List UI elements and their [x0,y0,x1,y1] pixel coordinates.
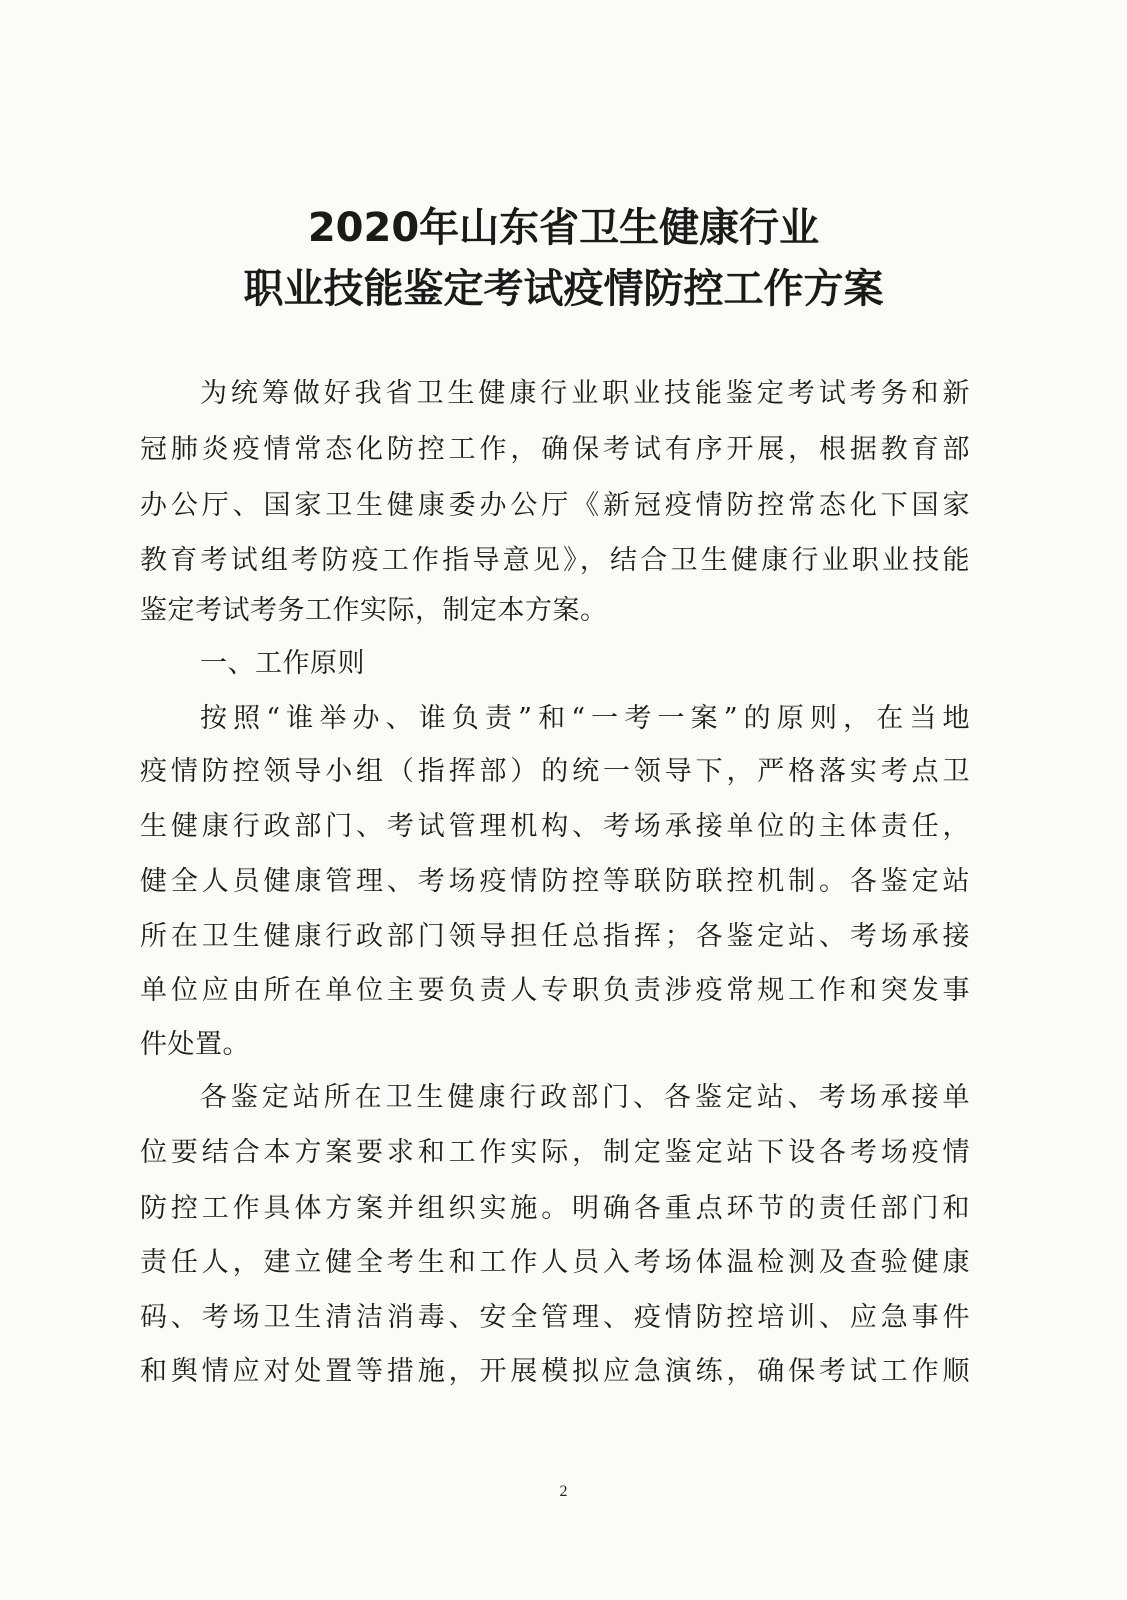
body-line: 疫情防控领导小组（指挥部）的统一领导下，严格落实考点卫 [140,756,970,787]
body-line: 位要结合本方案要求和工作实际，制定鉴定站下设各考场疫情 [140,1137,970,1168]
body-line: 冠肺炎疫情常态化防控工作，确保考试有序开展，根据教育部 [140,434,970,465]
body-line: 单位应由所在单位主要负责人专职负责涉疫常规工作和突发事 [140,975,970,1006]
body-line: 防控工作具体方案并组织实施。明确各重点环节的责任部门和 [140,1193,970,1224]
body-line: 鉴定考试考务工作实际，制定本方案。 [140,595,608,626]
body-line: 责任人，建立健全考生和工作人员入考场体温检测及查验健康 [140,1247,970,1278]
body-line: 和舆情应对处置等措施，开展模拟应急演练，确保考试工作顺 [140,1356,970,1387]
page-number: 2 [559,1483,568,1500]
body-line: 码、考场卫生清洁消毒、安全管理、疫情防控培训、应急事件 [140,1302,970,1333]
document-title-line-2: 职业技能鉴定考试疫情防控工作方案 [243,266,884,312]
body-line: 为统筹做好我省卫生健康行业职业技能鉴定考试考务和新 [200,378,970,409]
body-line: 按照“谁举办、谁负责”和“一考一案”的原则，在当地 [200,703,970,734]
body-line: 件处置。 [140,1029,250,1060]
body-line: 生健康行政部门、考试管理机构、考场承接单位的主体责任， [140,811,970,842]
section-heading: 一、工作原则 [200,648,365,679]
body-line: 健全人员健康管理、考场疫情防控等联防联控机制。各鉴定站 [140,866,970,897]
body-line: 各鉴定站所在卫生健康行政部门、各鉴定站、考场承接单 [200,1082,970,1113]
body-line: 所在卫生健康行政部门领导担任总指挥；各鉴定站、考场承接 [140,921,970,952]
document-title-line-1: 2020年山东省卫生健康行业 [307,205,820,251]
body-line: 办公厅、国家卫生健康委办公厅《新冠疫情防控常态化下国家 [140,490,970,521]
body-line: 教育考试组考防疫工作指导意见》，结合卫生健康行业职业技能 [140,545,970,576]
